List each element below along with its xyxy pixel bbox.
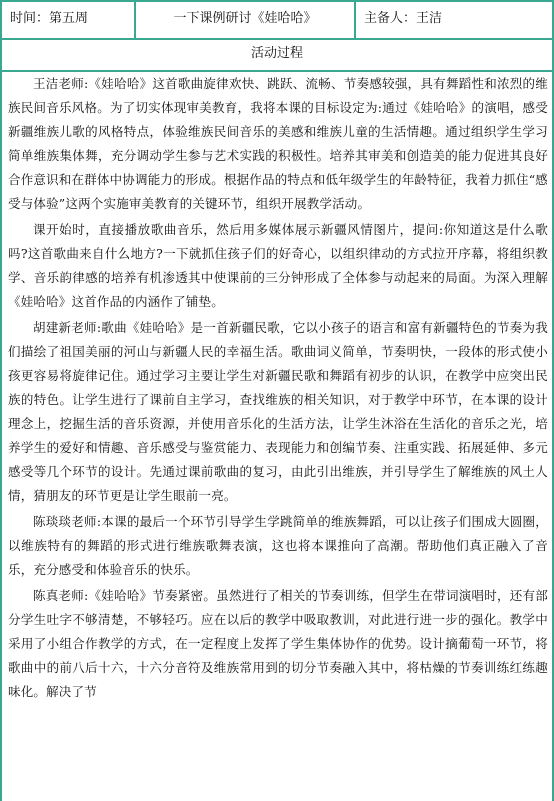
paragraph-wang-jie: 王洁老师:《娃哈哈》这首歌曲旋律欢快、跳跃、流畅、节奏感较强，具有舞蹈性和浓烈的维族民间音乐风格。为了切实体现审美教育，我将本课的目标设定为:通过《娃哈哈》的演唱，感受新疆维族儿歌的风格特点，体验维族民间音乐的美感和维族儿童的生活情趣。通过组织学生学习简单维族集体舞，充分调动学生参与艺术实践的积极性。培养其审美和创造美的能力促进其良好合作意识和在群体中协调能力的形成。根据作品的特点和低年级学生的年龄特征，我着力抓住“感受与体验”这两个实施审美教育的关键环节，组织开展教学活动。: [8, 76, 548, 211]
paragraph-chen-yanyan: 陈琰琰老师:本课的最后一个环节引导学生学跳简单的维族舞蹈，可以让孩子们围成大圆圈，以维族特有的舞蹈的形式进行维族歌舞表演，这也将本课推向了高潮。帮助他们真正融入了音乐，充分感受和体验音乐的快乐。: [8, 514, 548, 577]
paragraph-chen-zhen: 陈真老师:《娃哈哈》节奏紧密。虽然进行了相关的节奏训练，但学生在带词演唱时，还有部分学生吐字不够清楚，不够轻巧。应在以后的教学中吸取教训，对此进行进一步的强化。教学中采用了小组合作教学的方式，在一定程度上发挥了学生集体协作的优势。设计摘葡萄一环节，将歌曲中的前八后十六，十六分音符及维族常用到的切分节奏融入其中，将枯燥的节奏训练红练趣味化。解决了节: [8, 588, 548, 699]
activity-content: [8, 72, 548, 706]
lesson-title: 一下课例研讨《娃哈哈》: [173, 11, 317, 26]
paragraph-hu-jianxin: 胡建新老师:歌曲《娃哈哈》是一首新疆民歌，它以小孩子的语言和富有新疆特色的节奏为我们描绘了祖国美丽的河山与新疆人民的幸福生活。歌曲词义简单，节奏明快，一段体的形式使小孩更容易将旋律记住。通过学习主要让学生对新疆民歌和舞蹈有初步的认识，在教学中应突出民族的特色。让学生进行了课前自主学习，查找维族的相关知识，对于教学中环节，在本课的设计理念上，挖掘生活的音乐资源，并使用音乐化的生活方法，让学生沐浴在生活化的音乐之光，培养学生的爱好和情趣、音乐感受与鉴赏能力、表现能力和创编节奏、注重实践、拓展延伸、多元感受等几个环节的设计。先通过课前歌曲的复习，由此引出维族，并引导学生了解维族的风土人情，猜朋友的环节更是让学生眼前一亮。: [8, 320, 548, 503]
header-divider-2: [354, 0, 356, 38]
time-label: 时间：第五周: [10, 11, 89, 26]
table-divider-header: [0, 38, 554, 40]
section-title: 活动过程: [250, 46, 303, 61]
host-label: 主备人：王洁: [364, 11, 443, 26]
table-border-top: [0, 0, 554, 2]
paragraph-lesson-start: 课开始时，直接播放歌曲音乐，然后用多媒体展示新疆风情图片，提问:你知道这是什么歌吗?这首歌曲来自什么地方?一下就抓住孩子们的好奇心，以组织律动的方式拉开序幕，将组织教学、音乐韵律感的培养有机渗透其中使课前的三分钟形成了全体参与动起来的局面。为深入理解《娃哈哈》这首作品的内涵作了铺垫。: [8, 222, 548, 309]
table-border-left: [0, 0, 2, 801]
